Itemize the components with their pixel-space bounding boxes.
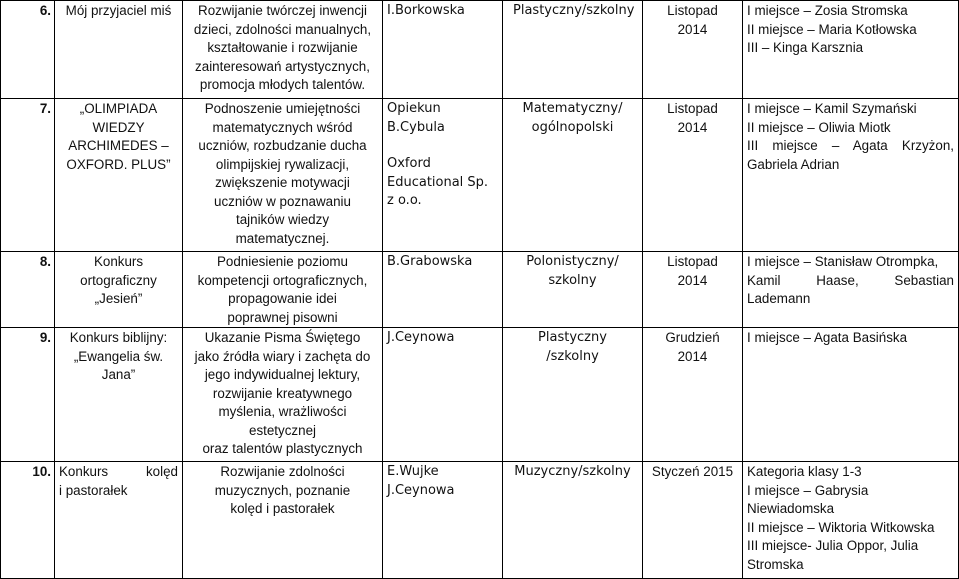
row-number: 10.	[1, 462, 55, 579]
contest-results: I miejsce – Agata Basińska	[743, 328, 959, 462]
contest-organizer: J.Ceynowa	[383, 328, 503, 462]
contest-name: Mój przyjaciel miś	[55, 1, 183, 99]
contest-type: Plastyczny /szkolny	[503, 328, 643, 462]
contest-organizer: E.Wujke J.Ceynowa	[383, 462, 503, 579]
contest-type: Matematyczny/ ogólnopolski	[503, 99, 643, 252]
contest-results: I miejsce – Zosia Stromska II miejsce – Maria Kotłowska III – Kinga Karsznia	[743, 1, 959, 99]
contest-type: Plastyczny/szkolny	[503, 1, 643, 99]
contest-organizer: I.Borkowska	[383, 1, 503, 99]
contest-type: Muzyczny/szkolny	[503, 462, 643, 579]
row-number: 8.	[1, 252, 55, 328]
contest-date: Grudzień 2014	[643, 328, 743, 462]
contest-results: I miejsce – Stanisław Otrompka, Kamil Haase, Sebastian Lademann	[743, 252, 959, 328]
table-row	[1, 1, 959, 99]
contest-name: Konkurs ortograficzny „Jesień”	[55, 252, 183, 328]
contest-date: Listopad 2014	[643, 1, 743, 99]
row-number: 7.	[1, 99, 55, 252]
contest-goal: Ukazanie Pisma Świętego jako źródła wiary i zachęta do jego indywidualnej lektury, rozwijanie kreatywnego myślenia, wrażliwości estetycznej oraz talentów plastycznych	[183, 328, 383, 462]
contest-name: „OLIMPIADA WIEDZY ARCHIMEDES – OXFORD. PLUS”	[55, 99, 183, 252]
row-number: 9.	[1, 328, 55, 462]
contest-date: Styczeń 2015	[643, 462, 743, 579]
contest-goal: Podniesienie poziomu kompetencji ortograficznych, propagowanie idei poprawnej pisowni	[183, 252, 383, 328]
table-row	[1, 328, 959, 462]
contest-date: Listopad 2014	[643, 252, 743, 328]
table-row	[1, 99, 959, 252]
contest-goal: Rozwijanie twórczej inwencji dzieci, zdolności manualnych, kształtowanie i rozwijanie zainteresowań artystycznych, promocja młodych talentów.	[183, 1, 383, 99]
contest-type: Polonistyczny/ szkolny	[503, 252, 643, 328]
contest-goal: Rozwijanie zdolności muzycznych, poznanie kolęd i pastorałek	[183, 462, 383, 579]
contest-organizer: Opiekun B.Cybula Oxford Educational Sp. z o.o.	[383, 99, 503, 252]
row-number: 6.	[1, 1, 55, 99]
contest-organizer: B.Grabowska	[383, 252, 503, 328]
contest-results: Kategoria klasy 1-3 I miejsce – Gabrysia Niewiadomska II miejsce – Wiktoria Witkowska III miejsce- Julia Oppor, Julia Stromska	[743, 462, 959, 579]
contest-date: Listopad 2014	[643, 99, 743, 252]
contest-name: Konkurs biblijny: „Ewangelia św. Jana”	[55, 328, 183, 462]
table-row	[1, 462, 959, 579]
contest-results: I miejsce – Kamil Szymański II miejsce – Oliwia Miotk III miejsce – Agata Krzyżon, Gabriela Adrian	[743, 99, 959, 252]
contest-goal: Podnoszenie umiejętności matematycznych wśród uczniów, rozbudzanie ducha olimpijskiej rywalizacji, zwiększenie motywacji uczniów w poznawaniu tajników wiedzy matematycznej.	[183, 99, 383, 252]
contest-name: Konkurs kolęd i pastorałek	[55, 462, 183, 579]
table-row	[1, 252, 959, 328]
